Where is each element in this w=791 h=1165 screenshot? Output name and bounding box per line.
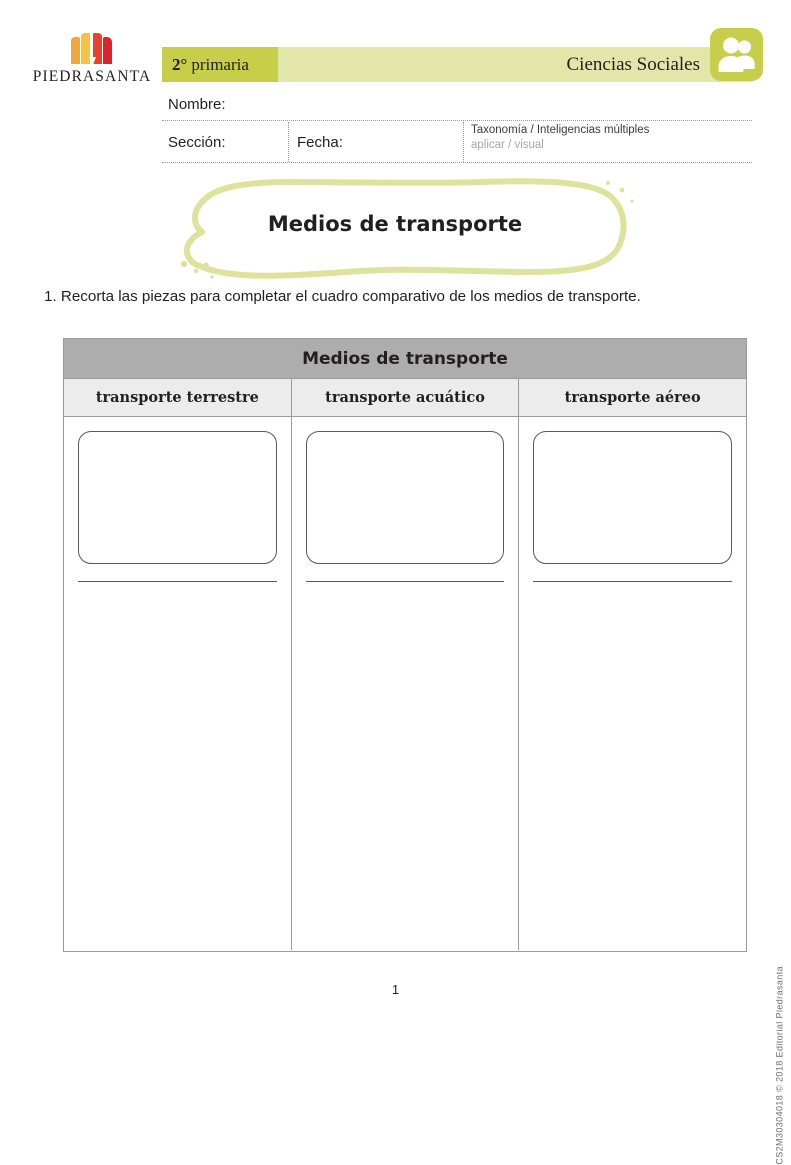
table-cell-terrestre [64, 417, 291, 950]
table-cell-acuatico [291, 417, 519, 950]
copyright-notice: CS2M30304018 © 2018 Editorial Piedrasanta [775, 966, 785, 1165]
paste-box[interactable] [306, 431, 505, 564]
paste-box[interactable] [533, 431, 732, 564]
table-body [64, 417, 746, 950]
taxonomy-text: Taxonomía / Inteligencias múltiples [471, 124, 650, 136]
taxonomy-subtext: aplicar / visual [471, 139, 544, 151]
answer-line[interactable] [78, 581, 277, 582]
nombre-label: Nombre: [168, 96, 226, 113]
answer-line[interactable] [533, 581, 732, 582]
form-bottom-divider [162, 162, 752, 163]
grade-number: 2° [172, 54, 188, 74]
grade-badge [162, 47, 278, 82]
page-title: Medios de transporte [267, 212, 523, 236]
table-cell-aereo [518, 417, 746, 950]
paste-box[interactable] [78, 431, 277, 564]
fecha-label: Fecha: [297, 134, 343, 151]
column-header-terrestre: transporte terrestre [95, 389, 259, 406]
page-number: 1 [391, 982, 400, 997]
instruction-text: 1. Recorta las piezas para completar el cuadro comparativo de los medios de transporte. [44, 288, 641, 305]
table-title: Medios de transporte [64, 339, 746, 379]
fecha-taxonomy-divider [463, 122, 464, 162]
table-column-headers [64, 379, 746, 417]
publisher-logo [22, 30, 162, 86]
open-book-icon [70, 30, 114, 64]
answer-line[interactable] [306, 581, 505, 582]
seccion-label: Sección: [168, 134, 226, 151]
subject-title: Ciencias Sociales [566, 54, 700, 75]
page-header [0, 0, 791, 170]
column-header-aereo: transporte aéreo [518, 379, 746, 416]
seccion-fecha-divider [288, 122, 289, 162]
grade-level: primaria [191, 54, 249, 74]
comparison-table [63, 338, 747, 952]
worksheet-title-banner [140, 168, 650, 288]
nombre-divider [162, 120, 752, 121]
column-header-acuatico: transporte acuático [291, 379, 519, 416]
two-people-icon [710, 28, 763, 81]
publisher-name: PIEDRASANTA [32, 68, 152, 85]
